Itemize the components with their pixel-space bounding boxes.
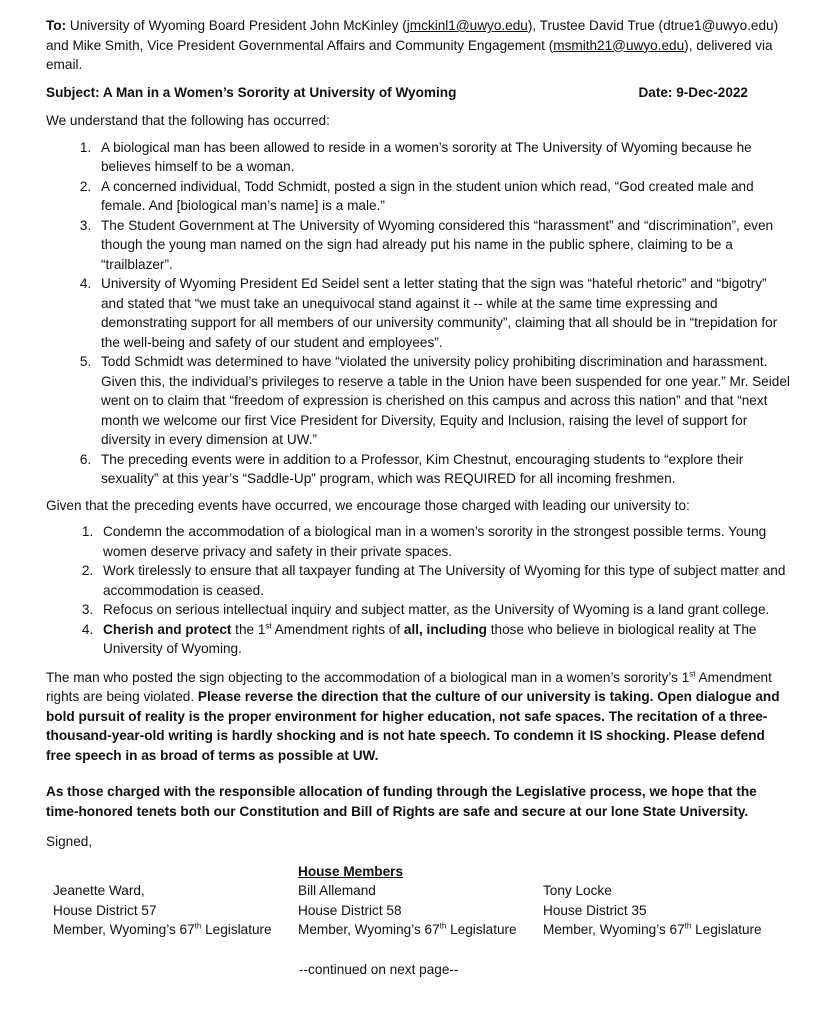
signature-ward xyxy=(53,881,298,940)
subject-line: Subject: A Man in a Women’s Sorority at University of Wyoming xyxy=(46,84,457,100)
signer-member xyxy=(298,920,543,940)
list-item: 3. The Student Government at The University of Wyoming considered this “harassment” and “discrimination”, even though the young man named on the sign had already put his name in the public sphere, claiming to be a “trailblazer”. xyxy=(95,216,790,275)
house-members-heading: House Members xyxy=(298,863,404,879)
request-4-text-2: Amendment rights of xyxy=(271,621,404,637)
occurrences-list xyxy=(46,138,790,489)
signer-name: Jeanette Ward, xyxy=(53,883,145,898)
list-item: 6. The preceding events were in addition to a Professor, Kim Chestnut, encouraging students to “explore their sexuality” at this year’s “Saddle-Up” program, which was REQUIRED for all incoming freshmen. xyxy=(95,450,790,489)
given-text: Given that the preceding events have occurred, we encourage those charged with leading our university to: xyxy=(46,497,690,513)
list-item: 2. Work tirelessly to ensure that all taxpayer funding at The University of Wyoming for this type of subject matter and accommodation is ceased. xyxy=(97,561,790,600)
para3-sup: st xyxy=(689,668,696,678)
email-link-mckinley[interactable]: jmckinl1@uwyo.edu xyxy=(406,18,528,33)
list-item: 5. Todd Schmidt was determined to have “violated the university policy prohibiting discrimination and harassment. Given this, the individual’s privileges to reserve a table in the Union have been suspended for one year.” Mr. Seidel went on to claim that “freedom of expression is cherished on this campus and across this nation” and that “next month we welcome our first Vice President for Diversity, Equity and Inclusion, raising the level of support for diversity in every dimension at UW.” xyxy=(95,352,790,450)
request-4-bold-1: Cherish and protect xyxy=(103,621,232,637)
list-item: 3. Refocus on serious intellectual inquiry and subject matter, as the University of Wyoming is a land grant college. xyxy=(97,600,790,620)
request-4-bold-2: all, including xyxy=(403,621,487,637)
member-pre: Member, Wyoming’s 67 xyxy=(298,922,440,937)
letter-page xyxy=(46,14,790,979)
requests-list xyxy=(46,522,790,659)
list-item xyxy=(97,620,790,659)
recipients-text-2: ), Trustee David True (dtrue1@uwyo.edu) and Mike Smith, Vice President Governmental Affairs and Community Engagement ( xyxy=(46,18,779,53)
signature-block xyxy=(46,881,790,940)
list-item: 1. A biological man has been allowed to reside in a women’s sorority at The University of Wyoming because he believes himself to be a woman. xyxy=(95,138,790,177)
member-sup: th xyxy=(194,921,202,931)
para3-bold: Please reverse the direction that the culture of our university is taking. Open dialogue and bold pursuit of reality is the proper environment for higher education, not safe spaces. The recitation of a three-thousand-year-old writing is hardly shocking and is not hate speech. To condemn it IS shocking. Please defend free speech in as broad of terms as possible at UW. xyxy=(46,689,780,763)
member-pre: Member, Wyoming’s 67 xyxy=(53,922,195,937)
to-label: To: xyxy=(46,18,67,33)
member-sup: th xyxy=(684,921,692,931)
intro-text: We understand that the following has occurred: xyxy=(46,113,330,128)
para3-text-2: Amendment rights are being violated. xyxy=(46,669,772,704)
member-sup: th xyxy=(439,921,447,931)
date-line: Date: 9-Dec-2022 xyxy=(638,84,748,100)
signature-allemand xyxy=(298,881,543,940)
recipients xyxy=(46,16,790,75)
signer-district: House District 35 xyxy=(543,902,647,918)
member-post: Legislature xyxy=(446,922,517,937)
email-link-smith[interactable]: msmith21@uwyo.edu xyxy=(553,37,685,53)
member-post: Legislature xyxy=(691,922,762,937)
funding-paragraph xyxy=(46,782,790,821)
member-post: Legislature xyxy=(201,922,272,937)
recipients-text-3: ), delivered via email. xyxy=(46,37,773,72)
request-4-text-3: those who believe in biological reality at The University of Wyoming. xyxy=(103,621,757,656)
signer-district: House District 57 xyxy=(53,902,157,918)
list-item: 1. Condemn the accommodation of a biological man in a women’s sorority in the strongest possible terms. Young women deserve privacy and safety in their private spaces. xyxy=(97,522,790,561)
signed-label: Signed, xyxy=(46,834,93,849)
para3-text-1: The man who posted the sign objecting to the accommodation of a biological man in a women’s sorority’s 1 xyxy=(46,669,690,685)
list-item: 2. A concerned individual, Todd Schmidt, posted a sign in the student union which read, “God created male and female. And [biological man’s name] is a male.” xyxy=(95,177,790,216)
recipients-text-1: University of Wyoming Board President John McKinley ( xyxy=(69,18,407,33)
request-4-text-1: the 1 xyxy=(231,621,266,637)
free-speech-paragraph xyxy=(46,668,790,766)
signer-name: Bill Allemand xyxy=(298,883,376,898)
signer-district: House District 58 xyxy=(298,902,402,918)
para4-bold: As those charged with the responsible allocation of funding through the Legislative process, we hope that the time-honored tenets both our Constitution and Bill of Rights are safe and secure at our lone State University. xyxy=(46,784,757,819)
signature-locke xyxy=(543,881,788,940)
signer-name: Tony Locke xyxy=(543,883,612,898)
continued-note: --continued on next page-- xyxy=(299,961,459,977)
list-item: 4. University of Wyoming President Ed Seidel sent a letter stating that the sign was “hateful rhetoric” and “bigotry” and stated that “we must take an unequivocal stand against it -- while at the same time expressing and demonstrating support for all members of our university community”, claiming that all should be in “trepidation for the well-being and safety of our student and employees”. xyxy=(95,274,790,352)
signer-member xyxy=(543,920,788,940)
member-pre: Member, Wyoming’s 67 xyxy=(543,922,685,937)
request-4-sup: st xyxy=(265,620,272,630)
subject-row xyxy=(46,83,790,103)
signer-member xyxy=(53,920,298,940)
